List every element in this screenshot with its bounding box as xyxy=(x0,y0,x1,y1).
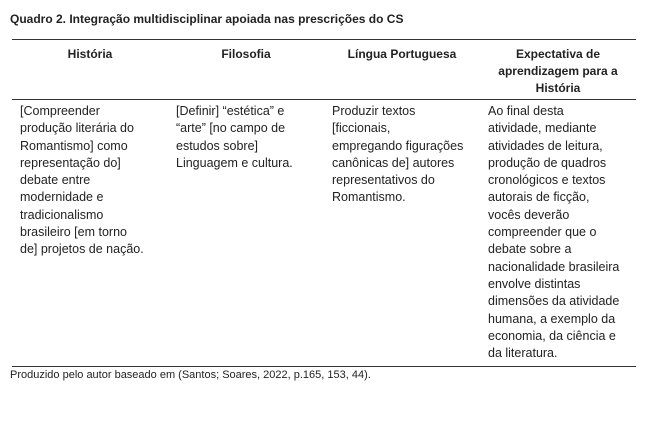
cell-filosofia: [Definir] “estética” e “arte” [no campo de estudos sobre] Linguagem e cultura. xyxy=(176,104,293,170)
header-lingua-portuguesa: Língua Portuguesa xyxy=(347,47,457,61)
header-historia: História xyxy=(67,47,113,61)
header-filosofia: Filosofia xyxy=(221,47,271,61)
table-caption: Quadro 2. Integração multidisciplinar apoiada nas prescrições do CS xyxy=(10,12,404,26)
cell-expectativa: Ao final desta atividade, mediante atividades de leitura, produção de quadros cronológicos e textos autorais de ficção, vocês deverão compreender que o debate sobre a nacionalidade brasileira envolve distintas dimensões da atividade humana, a exemplo da economia, da ciência e da literatura. xyxy=(488,104,620,361)
table-bottom-rule xyxy=(12,366,636,367)
source-note: Produzido pelo autor baseado em (Santos; Soares, 2022, p.165, 153, 44). xyxy=(10,369,371,381)
integration-table xyxy=(12,39,636,367)
table-header-row xyxy=(12,40,636,99)
cell-historia: [Compreender produção literária do Romantismo] como representação do] debate entre modernidade e tradicionalismo brasileiro [em torno de] projetos de nação. xyxy=(20,104,144,257)
table-row xyxy=(12,100,636,366)
cell-lingua-portuguesa: Produzir textos [ficcionais, empregando figurações canônicas de] autores representativos do Romantismo. xyxy=(332,104,464,205)
header-expectativa: Expectativa de aprendizagem para a História xyxy=(498,47,618,95)
